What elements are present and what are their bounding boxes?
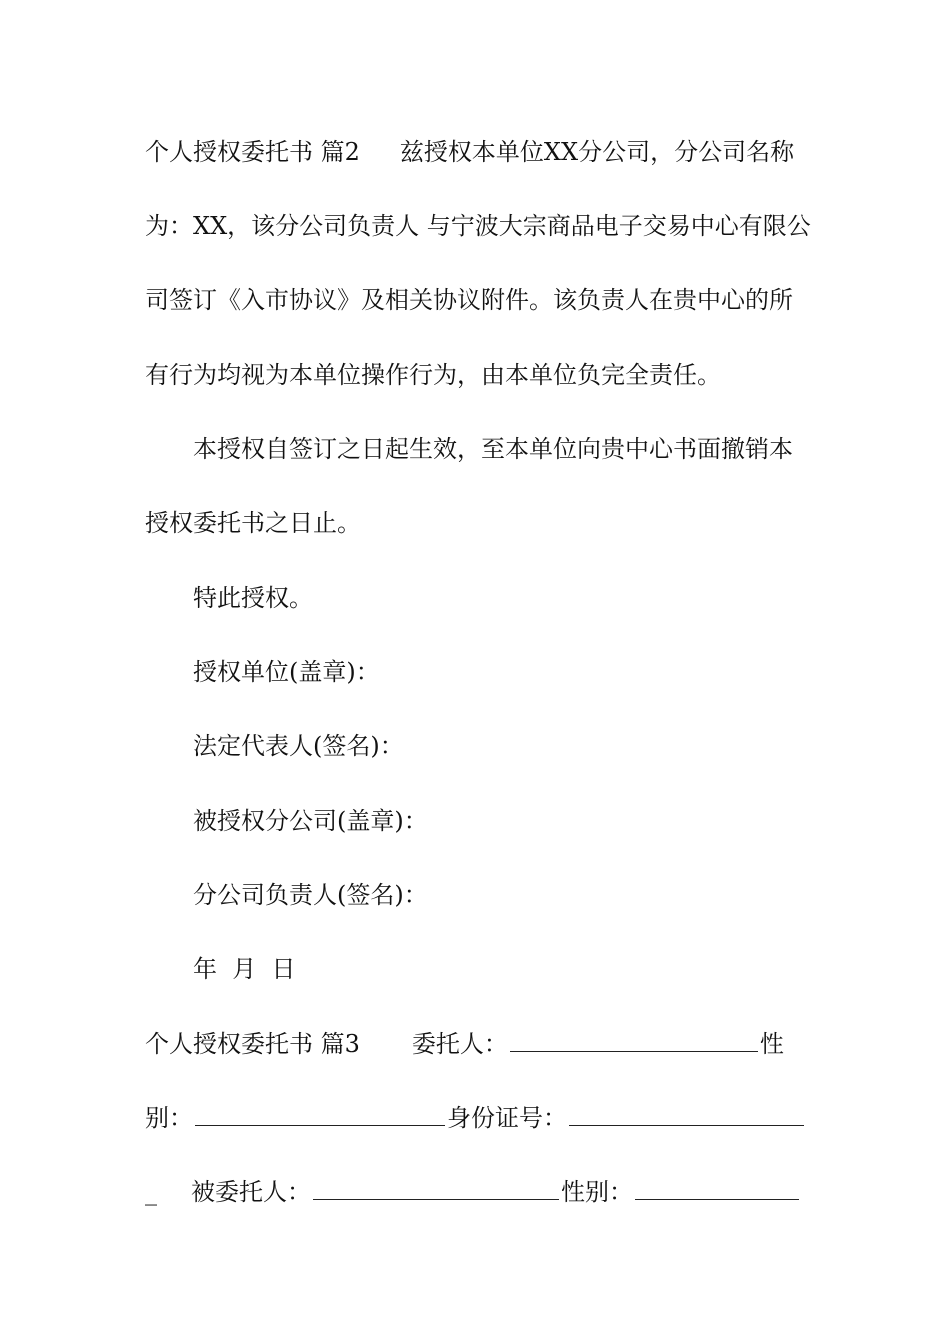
gender-label-part1: 性: [759, 1030, 784, 1058]
agent-gender-label: 性别：: [561, 1178, 633, 1206]
agent-name-blank: [313, 1177, 559, 1200]
principal-name-blank: [510, 1029, 758, 1052]
field-branch-head: 分公司负责人(签名)：: [193, 881, 428, 909]
section2-line-1: [145, 132, 810, 172]
section2-body-line-2: 为：XX，该分公司负责人 与宁波大宗商品电子交易中心有限公: [145, 212, 811, 240]
section3-line-2: [145, 1098, 810, 1138]
effect-line-2: 授权委托书之日止。: [145, 509, 361, 537]
agent-label: 被委托人：: [191, 1178, 311, 1206]
agent-gender-blank: [635, 1177, 799, 1200]
date-line: 年 月 日: [193, 955, 296, 983]
gender-label-part2: 别：: [145, 1104, 193, 1132]
section2-body-line-4: 有行为均视为本单位操作行为，由本单位负完全责任。: [145, 361, 721, 389]
special-authorization: 特此授权。: [193, 584, 313, 612]
section2-body-line-3: 司签订《入市协议》及相关协议附件。该负责人在贵中心的所: [145, 286, 793, 314]
field-authorized-branch: 被授权分公司(盖章)：: [193, 807, 428, 835]
id-label: 身份证号：: [447, 1104, 567, 1132]
effect-line-1: 本授权自签订之日起生效，至本单位向贵中心书面撤销本: [193, 435, 793, 463]
section3-line-1: [145, 1024, 810, 1064]
trail-mark: _: [145, 1178, 157, 1206]
section2-heading: 个人授权委托书 篇2: [145, 138, 360, 166]
section3-heading: 个人授权委托书 篇3: [145, 1030, 360, 1058]
field-authorizing-unit: 授权单位(盖章)：: [193, 658, 380, 686]
section3-line-3: [145, 1172, 810, 1212]
field-legal-representative: 法定代表人(签名)：: [193, 732, 404, 760]
principal-label: 委托人：: [411, 1030, 508, 1058]
section2-body-line-1: 兹授权本单位XX分公司，分公司名称: [399, 138, 795, 166]
principal-gender-blank: [195, 1103, 445, 1126]
principal-id-blank: [569, 1103, 804, 1126]
